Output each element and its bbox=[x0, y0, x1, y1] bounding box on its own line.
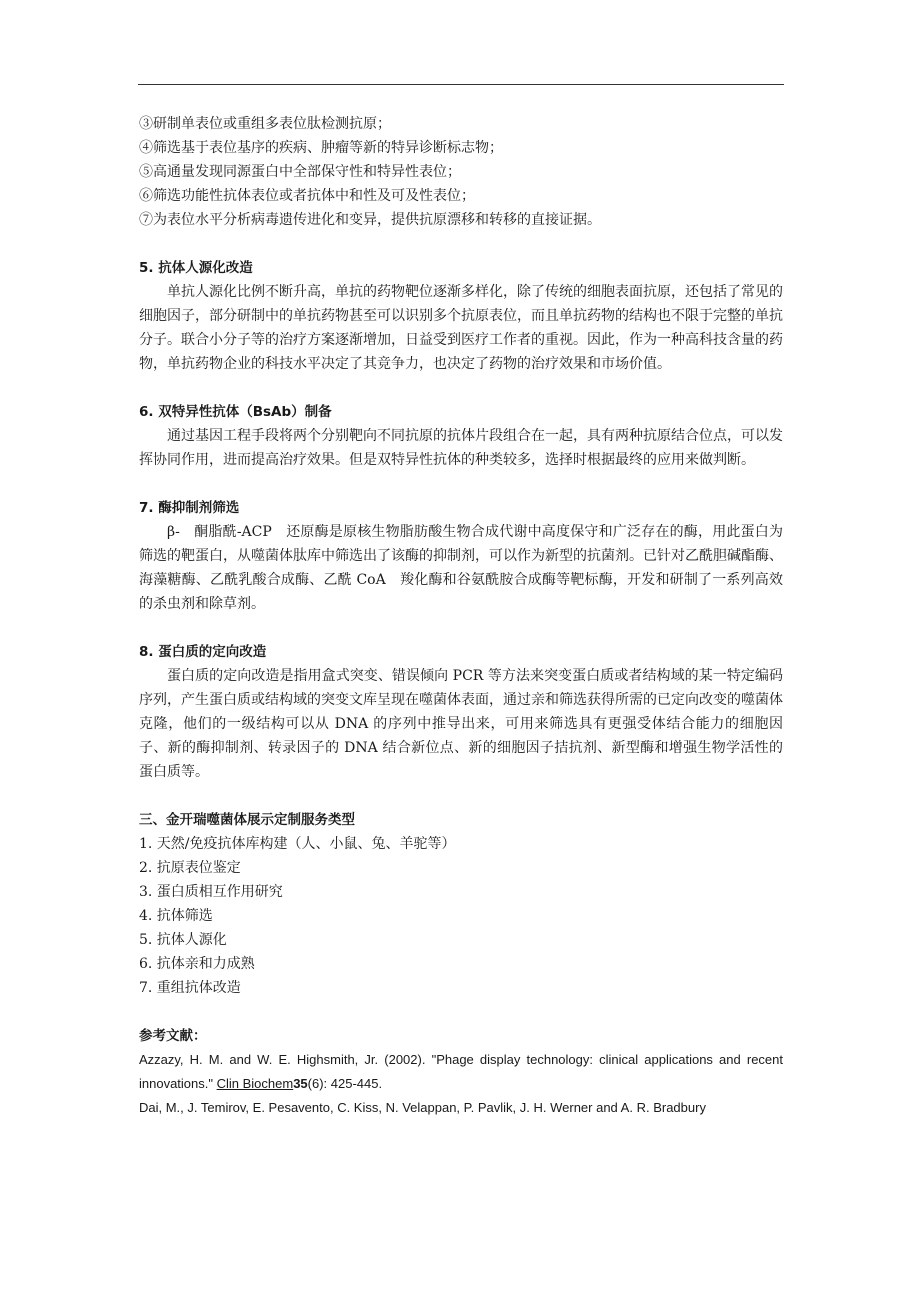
reference-text: Azzazy, H. M. and W. E. Highsmith, Jr. (2002). "Phage display technology: clinical applications and recent innovations." bbox=[139, 1052, 783, 1091]
section-heading: 6. 双特异性抗体（BsAb）制备 bbox=[139, 404, 332, 420]
list-item: ⑥筛选功能性抗体表位或者抗体中和性及可及性表位； bbox=[139, 188, 475, 204]
section-protein-engineering bbox=[139, 640, 783, 784]
list-item: ⑤高通量发现同源蛋白中全部保守性和特异性表位； bbox=[139, 164, 461, 180]
service-item: 2. 抗原表位鉴定 bbox=[139, 860, 241, 876]
section-heading: 8. 蛋白质的定向改造 bbox=[139, 644, 267, 660]
service-item: 5. 抗体人源化 bbox=[139, 932, 227, 948]
section-enzyme-inhibitor bbox=[139, 496, 783, 616]
list-item: ⑦为表位水平分析病毒遗传进化和变异，提供抗原漂移和转移的直接证据。 bbox=[139, 212, 601, 228]
reference-entry bbox=[139, 1048, 783, 1096]
section-heading: 5. 抗体人源化改造 bbox=[139, 260, 253, 276]
reference-text: Dai, M., J. Temirov, E. Pesavento, C. Kiss, N. Velappan, P. Pavlik, J. H. Werner and A. R. Bradbury bbox=[139, 1100, 706, 1115]
list-item: ③研制单表位或重组多表位肽检测抗原； bbox=[139, 116, 391, 132]
intro-list bbox=[139, 112, 783, 232]
service-item: 7. 重组抗体改造 bbox=[139, 980, 241, 996]
section-paragraph: 单抗人源化比例不断升高，单抗的药物靶位逐渐多样化，除了传统的细胞表面抗原，还包括了常见的细胞因子，部分研制中的单抗药物甚至可以识别多个抗原表位，而且单抗药物的结构也不限于完整的单抗分子。联合小分子等的治疗方案逐渐增加，日益受到医疗工作者的重视。因此，作为一种高科技含量的药物，单抗药物企业的科技水平决定了其竞争力，也决定了药物的治疗效果和市场价值。 bbox=[139, 284, 783, 372]
section-paragraph: 通过基因工程手段将两个分别靶向不同抗原的抗体片段组合在一起，具有两种抗原结合位点，可以发挥协同作用，进而提高治疗效果。但是双特异性抗体的种类较多，选择时根据最终的应用来做判断。 bbox=[139, 428, 783, 468]
section-paragraph: β- 酮脂酰-ACP 还原酶是原核生物脂肪酸生物合成代谢中高度保守和广泛存在的酶，用此蛋白为筛选的靶蛋白，从噬菌体肽库中筛选出了该酶的抑制剂，可以作为新型的抗菌剂。已针对乙酰胆碱酯酶、海藻糖酶、乙酰乳酸合成酶、乙酰 CoA 羧化酶和谷氨酰胺合成酶等靶标酶，开发和研制了一系列高效的杀虫剂和除草剂。 bbox=[139, 524, 783, 612]
services-section bbox=[139, 808, 783, 1000]
service-item: 3. 蛋白质相互作用研究 bbox=[139, 884, 283, 900]
list-item: ④筛选基于表位基序的疾病、肿瘤等新的特异诊断标志物； bbox=[139, 140, 503, 156]
document-page bbox=[139, 112, 783, 1120]
references-section bbox=[139, 1024, 783, 1120]
references-heading: 参考文献： bbox=[139, 1028, 207, 1044]
section-paragraph: 蛋白质的定向改造是指用盒式突变、错误倾向 PCR 等方法来突变蛋白质或者结构域的某一特定编码序列，产生蛋白质或结构域的突变文库呈现在噬菌体表面，通过亲和筛选获得所需的已定向改变的噬菌体克隆，他们的一级结构可以从 DNA 的序列中推导出来，可用来筛选具有更强受体结合能力的细胞因子、新的酶抑制剂、转录因子的 DNA 结合新位点、新的细胞因子拮抗剂、新型酶和增强生物学活性的蛋白质等。 bbox=[139, 668, 783, 780]
reference-entry bbox=[139, 1096, 783, 1120]
journal-link[interactable]: Clin Biochem bbox=[216, 1076, 294, 1091]
services-heading: 三、金开瑞噬菌体展示定制服务类型 bbox=[139, 812, 355, 828]
service-item: 6. 抗体亲和力成熟 bbox=[139, 956, 255, 972]
service-item: 1. 天然/免疫抗体库构建（人、小鼠、兔、羊驼等） bbox=[139, 836, 456, 852]
reference-volume: 35 bbox=[293, 1076, 308, 1091]
header-rule bbox=[138, 84, 784, 85]
reference-pages: (6): 425-445. bbox=[307, 1076, 383, 1091]
section-humanization bbox=[139, 256, 783, 376]
service-item: 4. 抗体筛选 bbox=[139, 908, 213, 924]
section-bispecific bbox=[139, 400, 783, 472]
section-heading: 7. 酶抑制剂筛选 bbox=[139, 500, 240, 516]
